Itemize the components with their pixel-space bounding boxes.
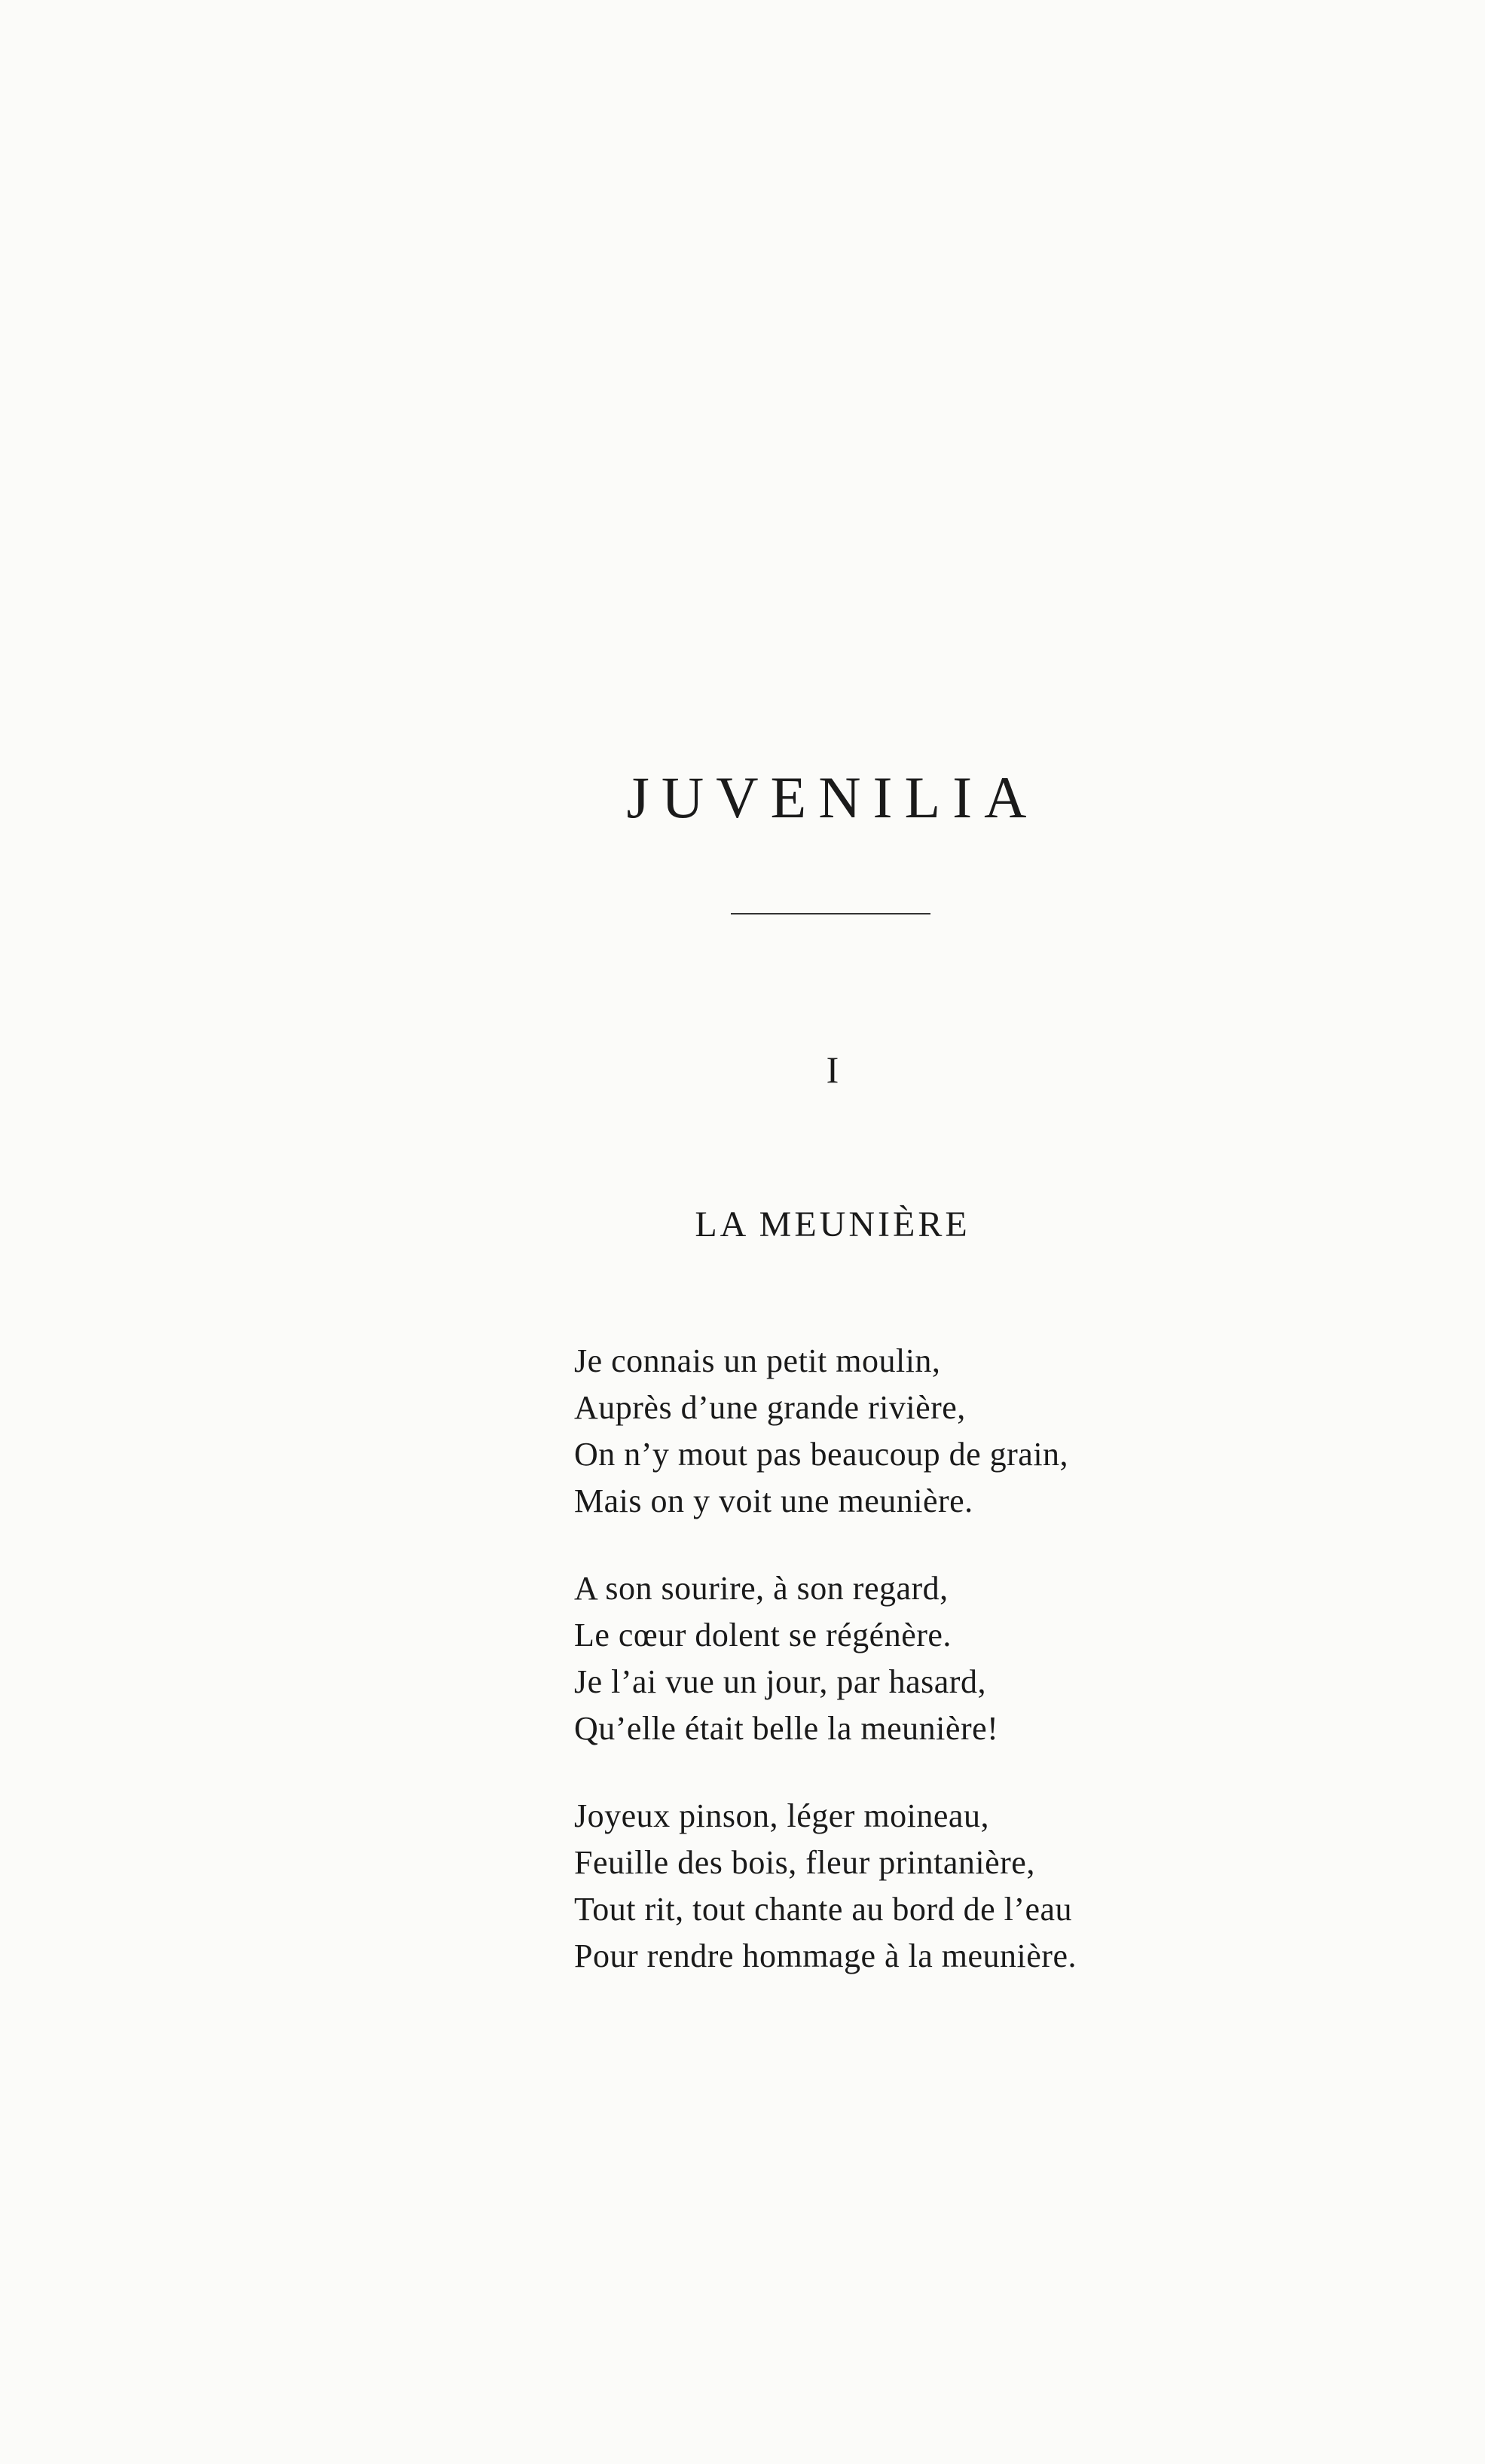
section-numeral: I [826, 1049, 839, 1091]
verse-line: On n’y mout pas beaucoup de grain, [574, 1436, 1069, 1473]
stanza-3 [574, 1793, 1162, 1980]
verse-line: Auprès d’une grande rivière, [574, 1389, 966, 1426]
verse-line: Je connais un petit moulin, [574, 1342, 941, 1379]
verse-line: Feuille des bois, fleur printanière, [574, 1844, 1035, 1881]
book-title: JUVENILIA [626, 765, 1039, 830]
verse-line: Tout rit, tout chante au bord de l’eau [574, 1891, 1073, 1928]
poem-title: LA MEUNIÈRE [695, 1205, 970, 1244]
verse-line: Mais on y voit une meunière. [574, 1482, 973, 1519]
verse-line: Joyeux pinson, léger moineau, [574, 1797, 989, 1834]
verse-line: A son sourire, à son regard, [574, 1570, 949, 1607]
stanza-2 [574, 1565, 1162, 1752]
verse-line: Pour rendre hommage à la meunière. [574, 1937, 1077, 1974]
title-rule [731, 913, 930, 914]
verse-line: Je l’ai vue un jour, par hasard, [574, 1663, 986, 1700]
verse-line: Qu’elle était belle la meunière! [574, 1710, 999, 1747]
stanza-1 [574, 1338, 1162, 1525]
poem-body [574, 1338, 1162, 2020]
verse-line: Le cœur dolent se régénère. [574, 1617, 952, 1653]
